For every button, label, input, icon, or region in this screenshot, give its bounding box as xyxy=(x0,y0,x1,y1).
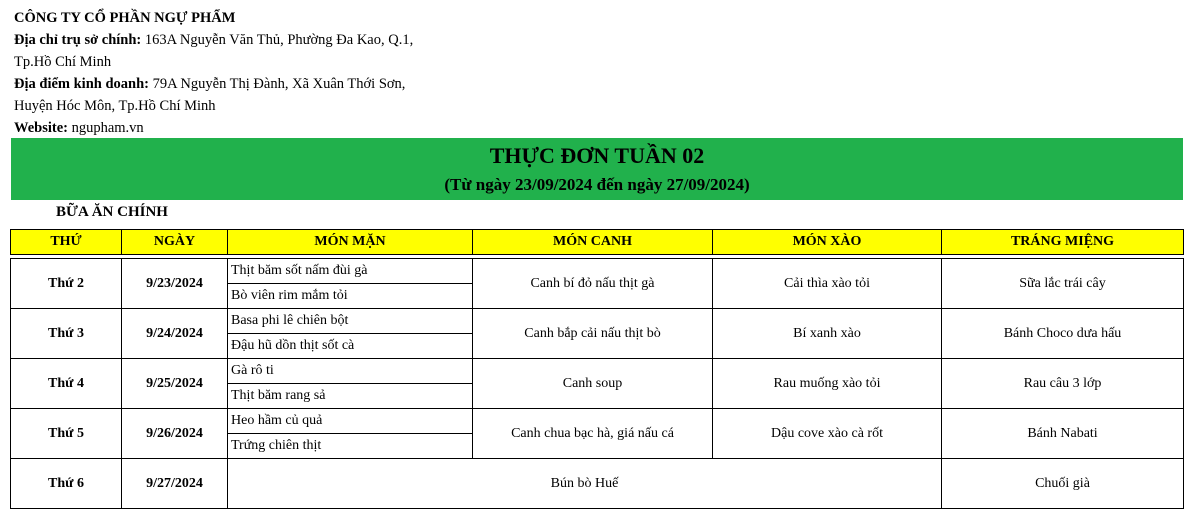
col-header-ngay: NGÀY xyxy=(122,230,228,255)
main-dish-2: Bò viên rim mắm tỏi xyxy=(228,284,473,309)
business-address xyxy=(14,73,534,117)
day-cell: Thứ 2 xyxy=(11,259,122,309)
company-name: CÔNG TY CỔ PHẦN NGỰ PHẨM xyxy=(14,10,236,26)
date-cell: 9/26/2024 xyxy=(122,409,228,459)
main-dish-1: Basa phi lê chiên bột xyxy=(228,309,473,334)
col-header-trang-mieng: TRÁNG MIỆNG xyxy=(942,230,1184,255)
section-title: BỮA ĂN CHÍNH xyxy=(56,204,168,220)
menu-banner xyxy=(11,138,1183,200)
main-dish-1: Heo hầm củ quả xyxy=(228,409,473,434)
dessert-cell: Rau câu 3 lớp xyxy=(942,359,1184,409)
main-dish-2: Trứng chiên thịt xyxy=(228,434,473,459)
dessert-cell: Sữa lắc trái cây xyxy=(942,259,1184,309)
merged-dish-cell: Bún bò Huế xyxy=(228,459,942,509)
col-header-mon-man: MÓN MẶN xyxy=(228,230,473,255)
table-row xyxy=(11,409,1184,434)
main-dish-2: Thịt băm rang sả xyxy=(228,384,473,409)
biz-value-2: Huyện Hóc Môn, Tp.Hồ Chí Minh xyxy=(14,98,216,114)
hq-address xyxy=(14,29,534,73)
soup-cell: Canh bí đỏ nấu thịt gà xyxy=(473,259,713,309)
date-cell: 9/27/2024 xyxy=(122,459,228,509)
weekly-menu-table xyxy=(10,229,1184,509)
col-header-mon-xao: MÓN XÀO xyxy=(713,230,942,255)
menu-date-range: (Từ ngày 23/09/2024 đến ngày 27/09/2024) xyxy=(444,175,750,194)
date-cell: 9/23/2024 xyxy=(122,259,228,309)
website-label: Website: xyxy=(14,120,68,136)
menu-title: THỰC ĐƠN TUẦN 02 xyxy=(489,143,705,168)
biz-value-1: 79A Nguyễn Thị Đành, Xã Xuân Thới Sơn, xyxy=(152,76,406,92)
main-dish-1: Thịt băm sốt nấm đùi gà xyxy=(228,259,473,284)
hq-label: Địa chỉ trụ sở chính: xyxy=(14,32,142,48)
stir-fry-cell: Dậu cove xào cà rốt xyxy=(713,409,942,459)
table-row xyxy=(11,309,1184,334)
dessert-cell: Bánh Nabati xyxy=(942,409,1184,459)
main-dish-2: Đậu hũ dồn thịt sốt cà xyxy=(228,334,473,359)
day-cell: Thứ 3 xyxy=(11,309,122,359)
soup-cell: Canh chua bạc hà, giá nấu cá xyxy=(473,409,713,459)
main-dish-1: Gà rô ti xyxy=(228,359,473,384)
table-row xyxy=(11,359,1184,384)
soup-cell: Canh bắp cải nấu thịt bò xyxy=(473,309,713,359)
date-cell: 9/25/2024 xyxy=(122,359,228,409)
hq-value-1: 163A Nguyễn Văn Thủ, Phường Đa Kao, Q.1, xyxy=(144,32,414,48)
col-header-mon-canh: MÓN CANH xyxy=(473,230,713,255)
biz-label: Địa điểm kinh doanh: xyxy=(14,76,149,92)
table-row xyxy=(11,259,1184,284)
table-row xyxy=(11,459,1184,509)
date-cell: 9/24/2024 xyxy=(122,309,228,359)
website xyxy=(14,117,534,139)
day-cell: Thứ 5 xyxy=(11,409,122,459)
day-cell: Thứ 4 xyxy=(11,359,122,409)
website-value: ngupham.vn xyxy=(71,120,144,136)
soup-cell: Canh soup xyxy=(473,359,713,409)
col-header-thu: THỨ xyxy=(11,230,122,255)
dessert-cell: Bánh Choco dưa hấu xyxy=(942,309,1184,359)
stir-fry-cell: Bí xanh xào xyxy=(713,309,942,359)
day-cell: Thứ 6 xyxy=(11,459,122,509)
table-header-row xyxy=(11,230,1184,255)
stir-fry-cell: Cải thìa xào tỏi xyxy=(713,259,942,309)
hq-value-2: Tp.Hồ Chí Minh xyxy=(14,54,112,70)
dessert-cell: Chuối già xyxy=(942,459,1184,509)
company-info xyxy=(14,7,534,139)
stir-fry-cell: Rau muống xào tỏi xyxy=(713,359,942,409)
